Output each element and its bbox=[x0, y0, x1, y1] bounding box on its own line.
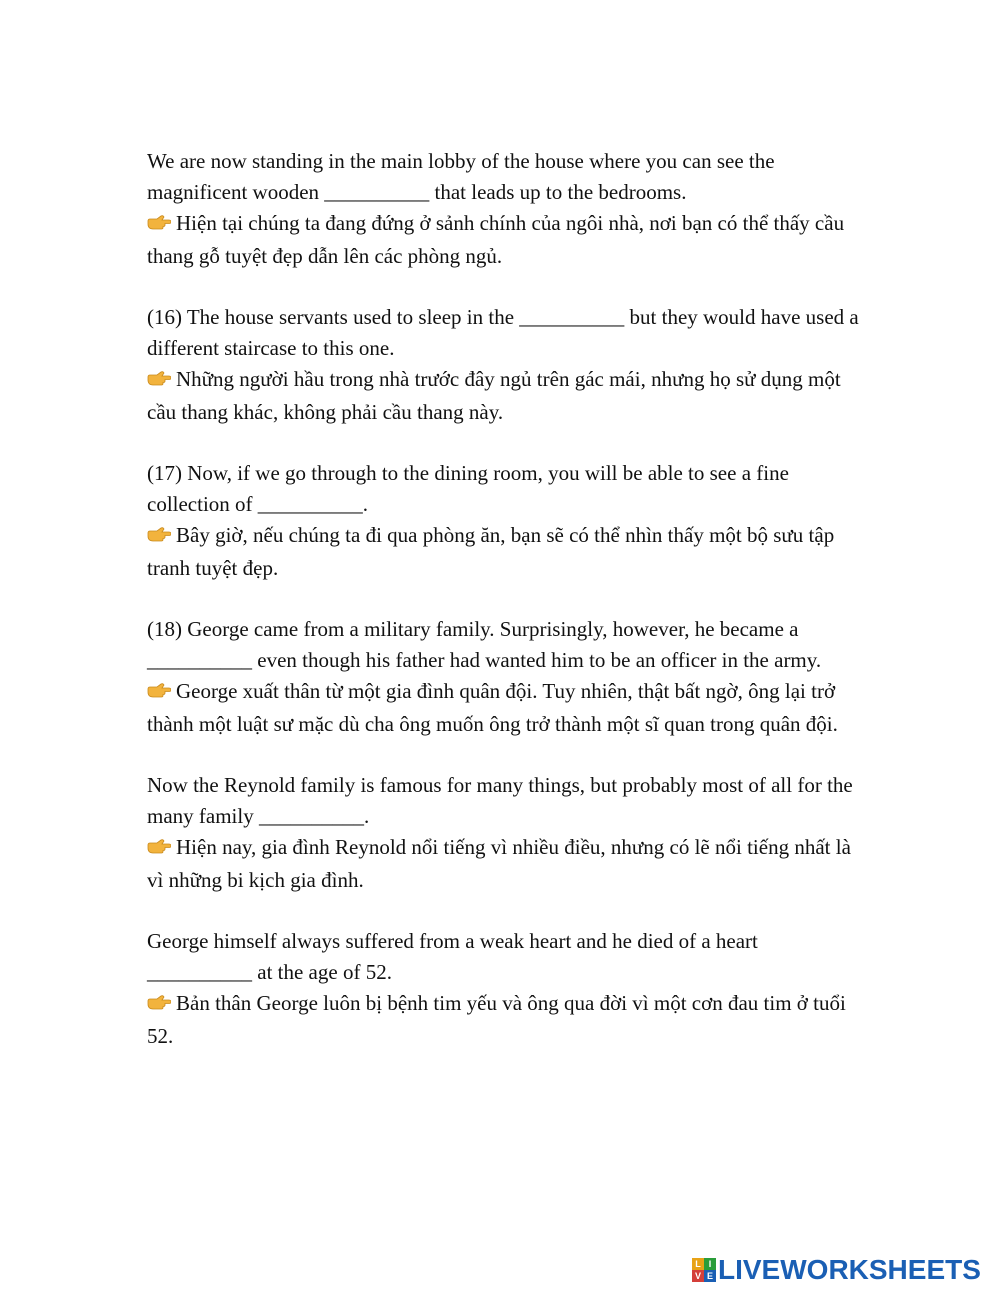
logo-mark-letter: E bbox=[704, 1270, 716, 1282]
logo-mark-letter: I bbox=[704, 1258, 716, 1270]
logo-mark-letter: L bbox=[692, 1258, 704, 1270]
paragraph-5 bbox=[147, 770, 867, 896]
vietnamese-translation bbox=[147, 675, 867, 740]
english-sentence: (18) George came from a military family. Surprisingly, however, he became a __________ even though his father had wanted him to be an officer in the army. bbox=[147, 617, 822, 672]
pointing-hand-icon bbox=[147, 527, 171, 543]
liveworksheets-logo bbox=[692, 1254, 981, 1286]
worksheet-content bbox=[147, 146, 867, 1082]
translation-text: Bản thân George luôn bị bệnh tim yếu và ông qua đời vì một cơn đau tim ở tuổi 52. bbox=[147, 991, 846, 1048]
logo-mark-letter: V bbox=[692, 1270, 704, 1282]
pointing-hand-icon bbox=[147, 215, 171, 231]
pointing-hand-icon bbox=[147, 371, 171, 387]
english-sentence: (17) Now, if we go through to the dining room, you will be able to see a fine collection of __________. bbox=[147, 461, 789, 516]
pointing-hand-icon bbox=[147, 839, 171, 855]
english-sentence: Now the Reynold family is famous for many things, but probably most of all for the many family __________. bbox=[147, 773, 853, 828]
english-sentence: (16) The house servants used to sleep in the __________ but they would have used a different staircase to this one. bbox=[147, 305, 859, 360]
translation-text: Bây giờ, nếu chúng ta đi qua phòng ăn, bạn sẽ có thể nhìn thấy một bộ sưu tập tranh tuyệt đẹp. bbox=[147, 523, 835, 580]
translation-text: Hiện tại chúng ta đang đứng ở sảnh chính của ngôi nhà, nơi bạn có thể thấy cầu thang gỗ tuyệt đẹp dẫn lên các phòng ngủ. bbox=[147, 211, 845, 268]
vietnamese-translation bbox=[147, 363, 867, 428]
paragraph-17 bbox=[147, 458, 867, 584]
paragraph-18 bbox=[147, 614, 867, 740]
translation-text: Hiện nay, gia đình Reynold nổi tiếng vì nhiều điều, nhưng có lẽ nổi tiếng nhất là vì những bi kịch gia đình. bbox=[147, 835, 851, 892]
vietnamese-translation bbox=[147, 519, 867, 584]
logo-text: LIVEWORKSHEETS bbox=[718, 1254, 981, 1285]
paragraph-6 bbox=[147, 926, 867, 1052]
translation-text: Những người hầu trong nhà trước đây ngủ trên gác mái, nhưng họ sử dụng một cầu thang khác, không phải cầu thang này. bbox=[147, 367, 841, 424]
paragraph-1 bbox=[147, 146, 867, 272]
english-sentence: George himself always suffered from a weak heart and he died of a heart __________ at the age of 52. bbox=[147, 929, 758, 984]
pointing-hand-icon bbox=[147, 995, 171, 1011]
translation-text: George xuất thân từ một gia đình quân đội. Tuy nhiên, thật bất ngờ, ông lại trở thành một luật sư mặc dù cha ông muốn ông trở thành một sĩ quan trong quân đội. bbox=[147, 679, 838, 736]
english-sentence: We are now standing in the main lobby of the house where you can see the magnificent wooden __________ that leads up to the bedrooms. bbox=[147, 149, 775, 204]
vietnamese-translation bbox=[147, 831, 867, 896]
vietnamese-translation bbox=[147, 987, 867, 1052]
paragraph-16 bbox=[147, 302, 867, 428]
logo-mark-icon bbox=[692, 1258, 716, 1282]
pointing-hand-icon bbox=[147, 683, 171, 699]
vietnamese-translation bbox=[147, 207, 867, 272]
